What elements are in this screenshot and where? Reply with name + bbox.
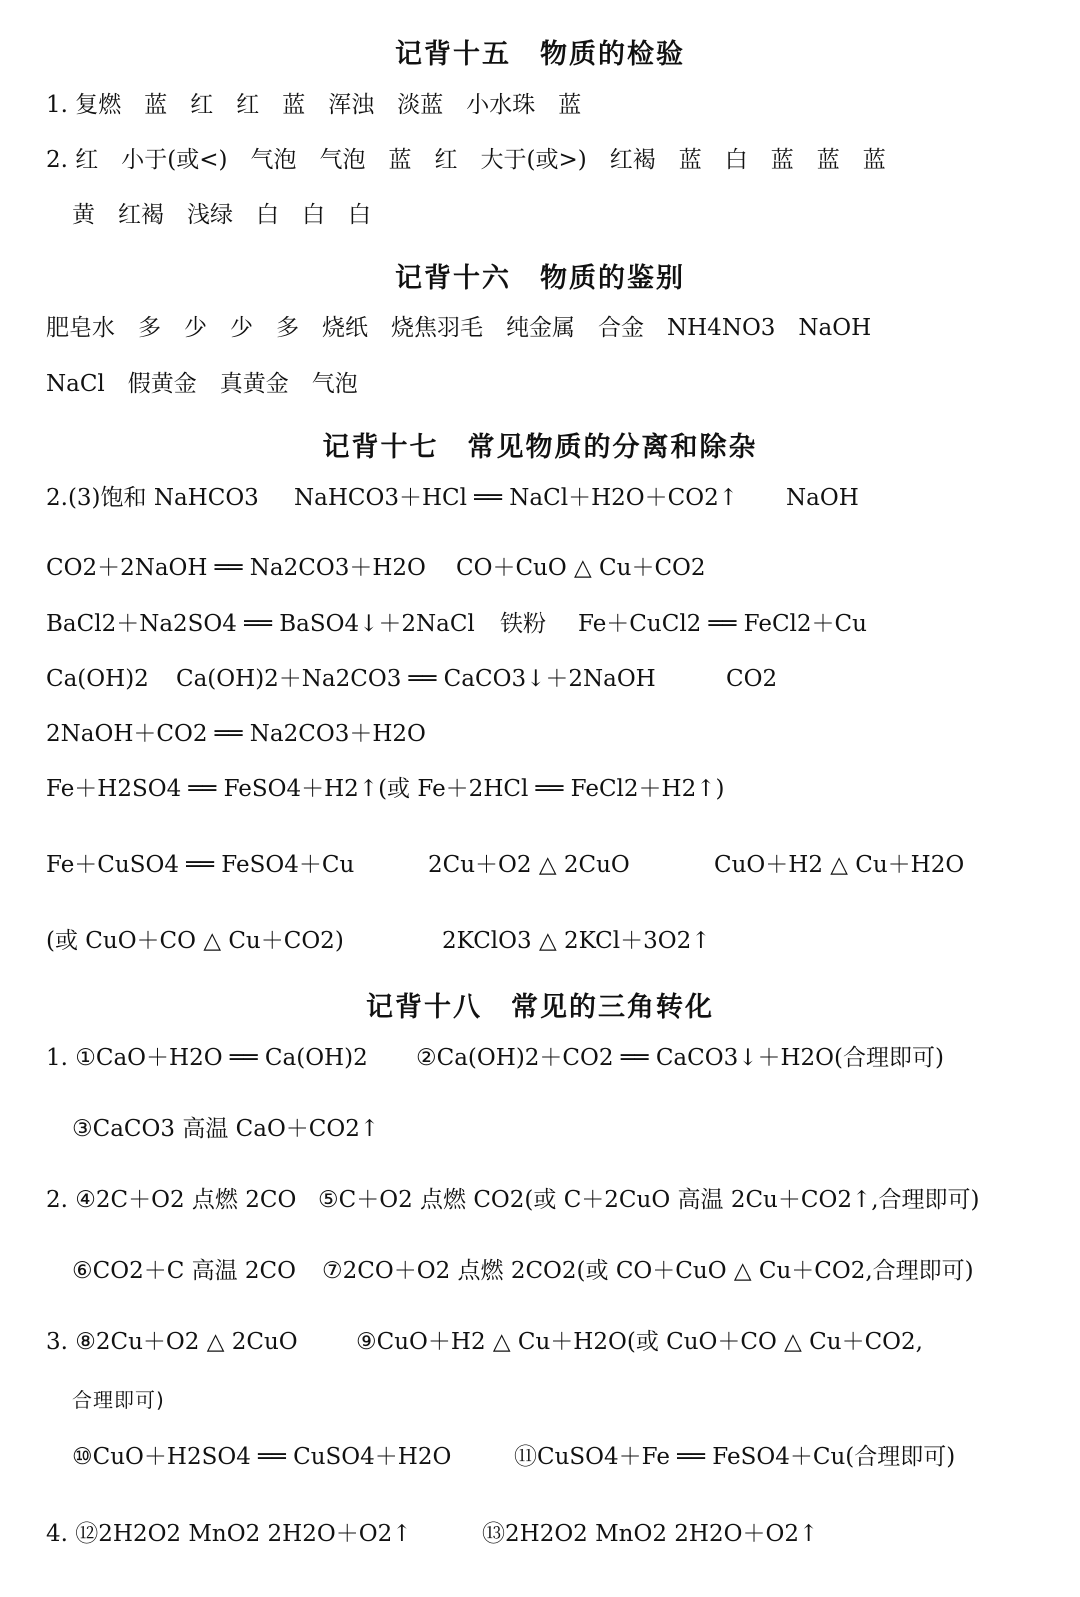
s17-l4-a: Ca(OH)2 [46, 666, 149, 692]
s17-l8-a: (或 CuO＋CO △ Cu＋CO2) [46, 928, 344, 954]
s18-l4-a: ⑥CO2＋C 高温 2CO [72, 1258, 297, 1284]
s17-line-6: Fe＋H2SO4 ══ FeSO4＋H2↑(或 Fe＋2HCl ══ FeCl2＋H2↑) [46, 776, 725, 802]
s17-l1-c: NaOH [786, 485, 859, 511]
s15-line-2: 2. 红 小于(或<) 气泡 气泡 蓝 红 大于(或>) 红褐 蓝 白 蓝 蓝 蓝 [46, 147, 886, 173]
s18-l5-a: 3. ⑧2Cu＋O2 △ 2CuO [46, 1329, 298, 1355]
s18-l5-b: ⑨CuO＋H2 △ Cu＋H2O(或 CuO＋CO △ Cu＋CO2, [356, 1329, 923, 1355]
s15-line-3: 黄 红褐 浅绿 白 白 白 [72, 202, 371, 228]
s18-l8-a: 4. ⑫2H2O2 MnO2 2H2O＋O2↑ [46, 1521, 412, 1547]
s18-line-2: ③CaCO3 高温 CaO＋CO2↑ [72, 1116, 380, 1142]
s18-line-6: 合理即可) [72, 1388, 165, 1412]
section-15-title: 记背十五 物质的检验 [395, 39, 685, 70]
s18-l1-a: 1. ①CaO＋H2O ══ Ca(OH)2 [46, 1045, 368, 1071]
s17-l7-b: 2Cu＋O2 △ 2CuO [428, 852, 630, 878]
s17-l1-a: 2.(3)饱和 NaHCO3 [46, 485, 259, 511]
s18-l8-b: ⑬2H2O2 MnO2 2H2O＋O2↑ [482, 1521, 819, 1547]
s18-l4-b: ⑦2CO＋O2 点燃 2CO2(或 CO＋CuO △ Cu＋CO2,合理即可) [322, 1258, 974, 1284]
s18-l3-a: 2. ④2C＋O2 点燃 2CO [46, 1187, 297, 1213]
s18-l3-b: ⑤C＋O2 点燃 CO2(或 C＋2CuO 高温 2Cu＋CO2↑,合理即可) [318, 1187, 980, 1213]
s18-l1-b: ②Ca(OH)2＋CO2 ══ CaCO3↓＋H2O(合理即可) [416, 1045, 944, 1071]
s17-l1-b: NaHCO3＋HCl ══ NaCl＋H2O＋CO2↑ [294, 485, 739, 511]
section-18-title: 记背十八 常见的三角转化 [366, 992, 714, 1023]
s17-l2-a: CO2＋2NaOH ══ Na2CO3＋H2O [46, 555, 426, 581]
s17-l3-c: Fe＋CuCl2 ══ FeCl2＋Cu [578, 611, 867, 637]
s17-l7-c: CuO＋H2 △ Cu＋H2O [714, 852, 965, 878]
s17-l3-a: BaCl2＋Na2SO4 ══ BaSO4↓＋2NaCl [46, 611, 475, 637]
s18-l7-b: ⑪CuSO4＋Fe ══ FeSO4＋Cu(合理即可) [514, 1444, 956, 1470]
s17-line-5: 2NaOH＋CO2 ══ Na2CO3＋H2O [46, 721, 426, 747]
s17-l4-b: Ca(OH)2＋Na2CO3 ══ CaCO3↓＋2NaOH [176, 666, 656, 692]
s17-l7-a: Fe＋CuSO4 ══ FeSO4＋Cu [46, 852, 355, 878]
section-16-title: 记背十六 物质的鉴别 [395, 263, 685, 294]
s17-l3-b: 铁粉 [500, 611, 546, 637]
s15-line-1: 1. 复燃 蓝 红 红 蓝 浑浊 淡蓝 小水珠 蓝 [46, 92, 582, 118]
s16-line-2: NaCl 假黄金 真黄金 气泡 [46, 371, 358, 397]
section-17-title: 记背十七 常见物质的分离和除杂 [322, 432, 758, 463]
s18-l7-a: ⑩CuO＋H2SO4 ══ CuSO4＋H2O [72, 1444, 452, 1470]
s17-l4-c: CO2 [726, 666, 778, 692]
s16-line-1: 肥皂水 多 少 少 多 烧纸 烧焦羽毛 纯金属 合金 NH4NO3 NaOH [46, 315, 872, 341]
s17-l8-b: 2KClO3 △ 2KCl＋3O2↑ [442, 928, 711, 954]
s17-l2-b: CO＋CuO △ Cu＋CO2 [456, 555, 706, 581]
